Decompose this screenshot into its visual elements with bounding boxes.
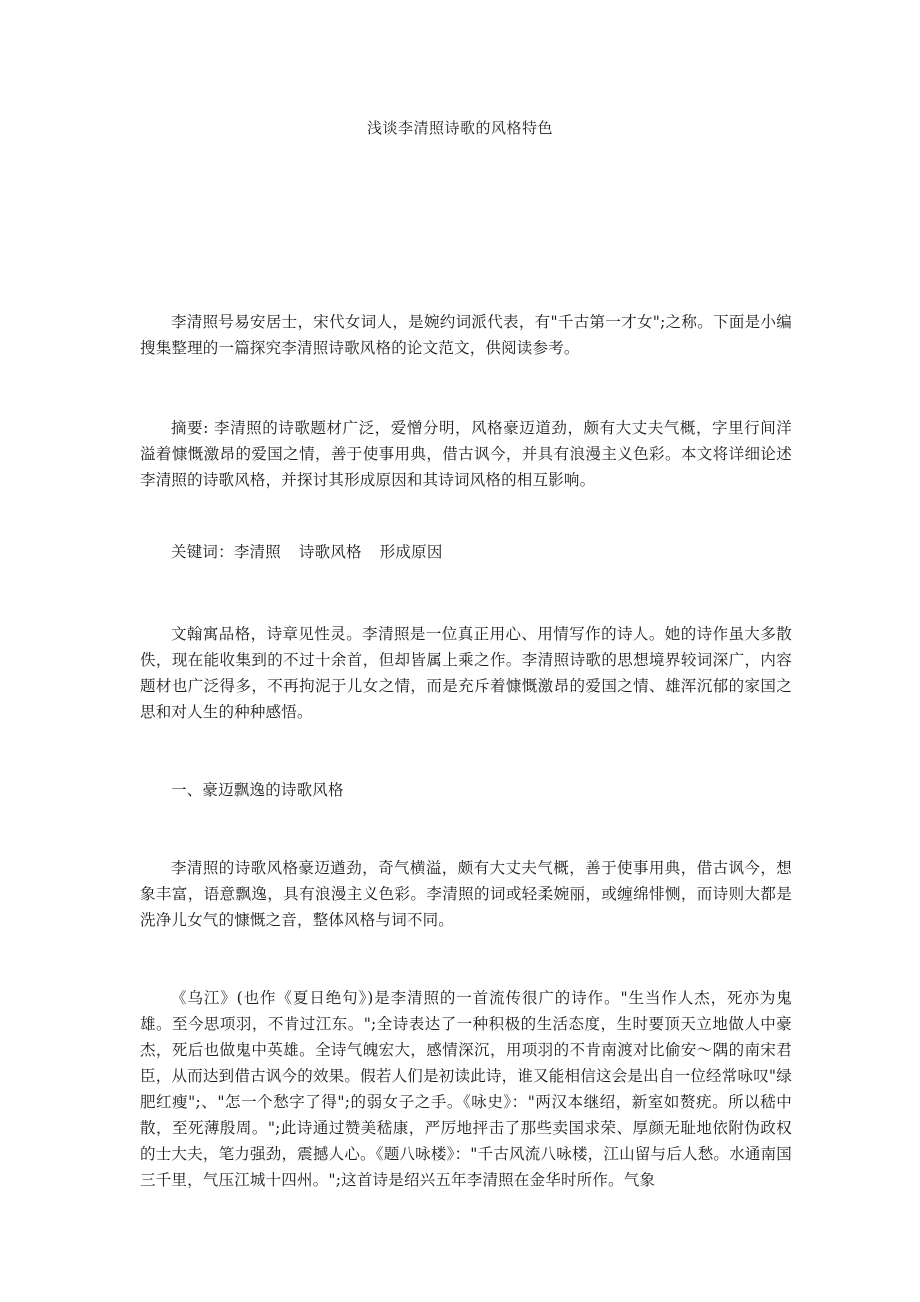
body-paragraph: 文翰寓品格，诗章见性灵。李清照是一位真正用心、用情写作的诗人。她的诗作虽大多散佚，现在能收集到的不过十余首，但却皆属上乘之作。李清照诗歌的思想境界较词深广，内容题材也广泛得多，不再拘泥于儿女之情，而是充斥着慷慨激昂的爱国之情、雄浑沉郁的家国之思和对人生的种种感悟。	[140, 625, 792, 721]
keyword-item: 形成原因	[379, 543, 443, 561]
intro-paragraph: 李清照号易安居士，宋代女词人，是婉约词派代表，有"千古第一才女";之称。下面是小编搜集整理的一篇探究李清照诗歌风格的论文范文，供阅读参考。	[140, 313, 792, 357]
body-paragraph: 《乌江》(也作《夏日绝句》)是李清照的一首流传很广的诗作。"生当作人杰，死亦为鬼雄。至今思项羽，不肯过江东。";全诗表达了一种积极的生活态度，生时要顶天立地做人中豪杰，死后也做鬼中英雄。全诗气魄宏大，感情深沉，用项羽的不肯南渡对比偷安～隅的南宋君臣，从而达到借古讽今的效果。假若人们是初读此诗，谁又能相信这会是出自一位经常咏叹"绿肥红瘦";、"怎一个愁字了得";的弱女子之手。《咏史》："两汉本继绍，新室如赘疣。所以嵇中散，至死薄殷周。";此诗通过赞美嵇康，严厉地抨击了那些卖国求荣、厚颜无耻地依附伪政权的士大夫，笔力强劲，震撼人心。《题八咏楼》："千古风流八咏楼，江山留与后人愁。水通南国三千里，气压江城十四州。";这首诗是绍兴五年李清照在金华时所作。气象	[140, 989, 792, 1189]
section-heading: 一、豪迈飘逸的诗歌风格	[171, 781, 344, 799]
keyword-item: 李清照	[233, 543, 281, 561]
document-title: 浅谈李清照诗歌的风格特色	[366, 119, 553, 137]
abstract-paragraph: 摘要: 李清照的诗歌题材广泛，爱憎分明，风格豪迈道劲，颇有大丈夫气概，字里行间洋溢着慷慨激昂的爱国之情，善于使事用典，借古讽今，并具有浪漫主义色彩。本文将详细论述李清照的诗歌风格，并探讨其形成原因和其诗词风格的相互影响。	[140, 419, 792, 489]
body-paragraph: 李清照的诗歌风格豪迈遒劲，奇气横溢，颇有大丈夫气概，善于使事用典，借古讽今，想象丰富，语意飘逸，具有浪漫主义色彩。李清照的词或轻柔婉丽，或缠绵悱恻，而诗则大都是洗净儿女气的慷慨之音，整体风格与词不同。	[140, 859, 792, 929]
keywords-line	[140, 539, 792, 565]
keyword-item: 诗歌风格	[298, 543, 362, 561]
keywords-label: 关键词：	[171, 543, 234, 561]
